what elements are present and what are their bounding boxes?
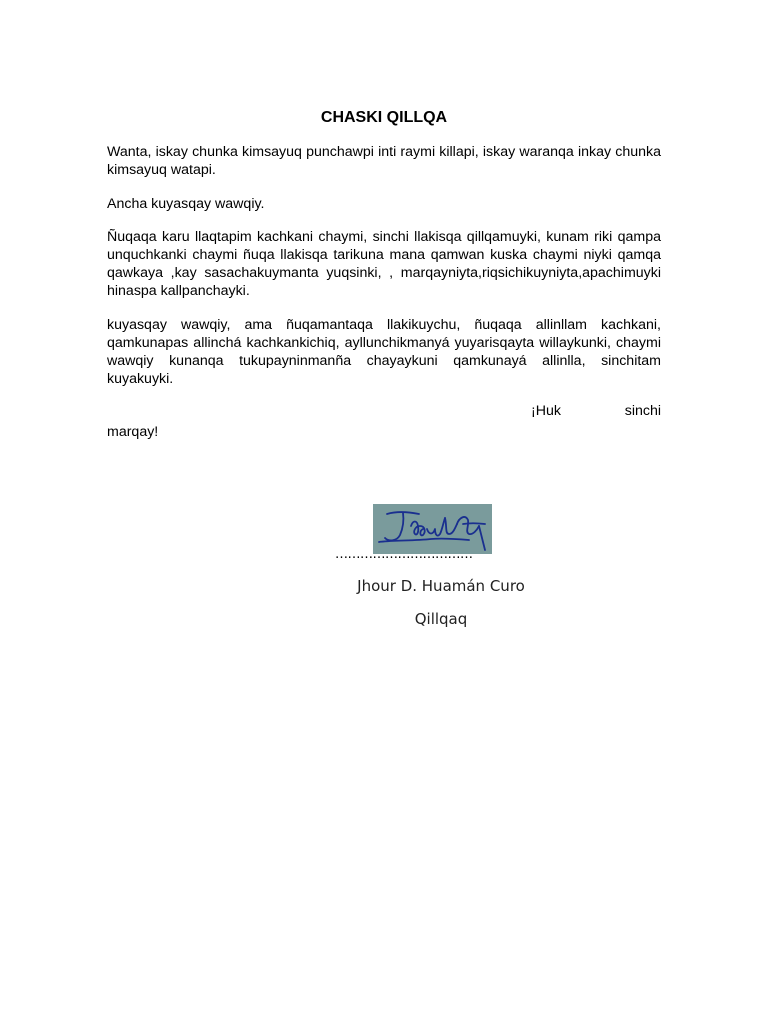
paragraph-date: Wanta, iskay chunka kimsayuq punchawpi inti raymi killapi, iskay waranqa inkay chunka kimsayuq watapi. xyxy=(107,144,661,178)
signature-line: …………………………… xyxy=(335,547,473,562)
signer-role: Qillqaq xyxy=(414,610,468,628)
closing-word: sinchi xyxy=(624,403,661,419)
signer-name: Jhour D. Huamán Curo xyxy=(357,577,525,595)
closing-word: marqay! xyxy=(107,424,159,440)
letter-title: CHASKI QILLQA xyxy=(320,109,448,126)
closing-line-end xyxy=(107,423,661,441)
closing-word: ¡Huk xyxy=(531,403,561,419)
paragraph-body-1: Ñuqaqa karu llaqtapim kachkani chaymi, sinchi llakisqa qillqamuyki, kunam riki qampa unquchkanki chaymi ñuqa llakisqa tarikuna mana qamwan kuska chaymi niyki qamqa qawkaya ,kay sasachakuymanta yuqsinki, , marqayniyta,riqsichikuyniyta,apachimuyki hinaspa kallpanchayki. xyxy=(107,229,661,299)
paragraph-greeting: Ancha kuyasqay wawqiy. xyxy=(107,196,265,212)
paragraph-body-2: kuyasqay wawqiy, ama ñuqamantaqa llakikuychu, ñuqaqa allinllam kachkani, qamkunapas allinchá kachkankichiq, ayllunchikmanyá yuyarisqayta willaykunki, chaymi wawqiy kunanqa tukupayninmanña chayaykuni qamkunayá allinlla, sinchitam kuyakuyki. xyxy=(107,317,661,387)
